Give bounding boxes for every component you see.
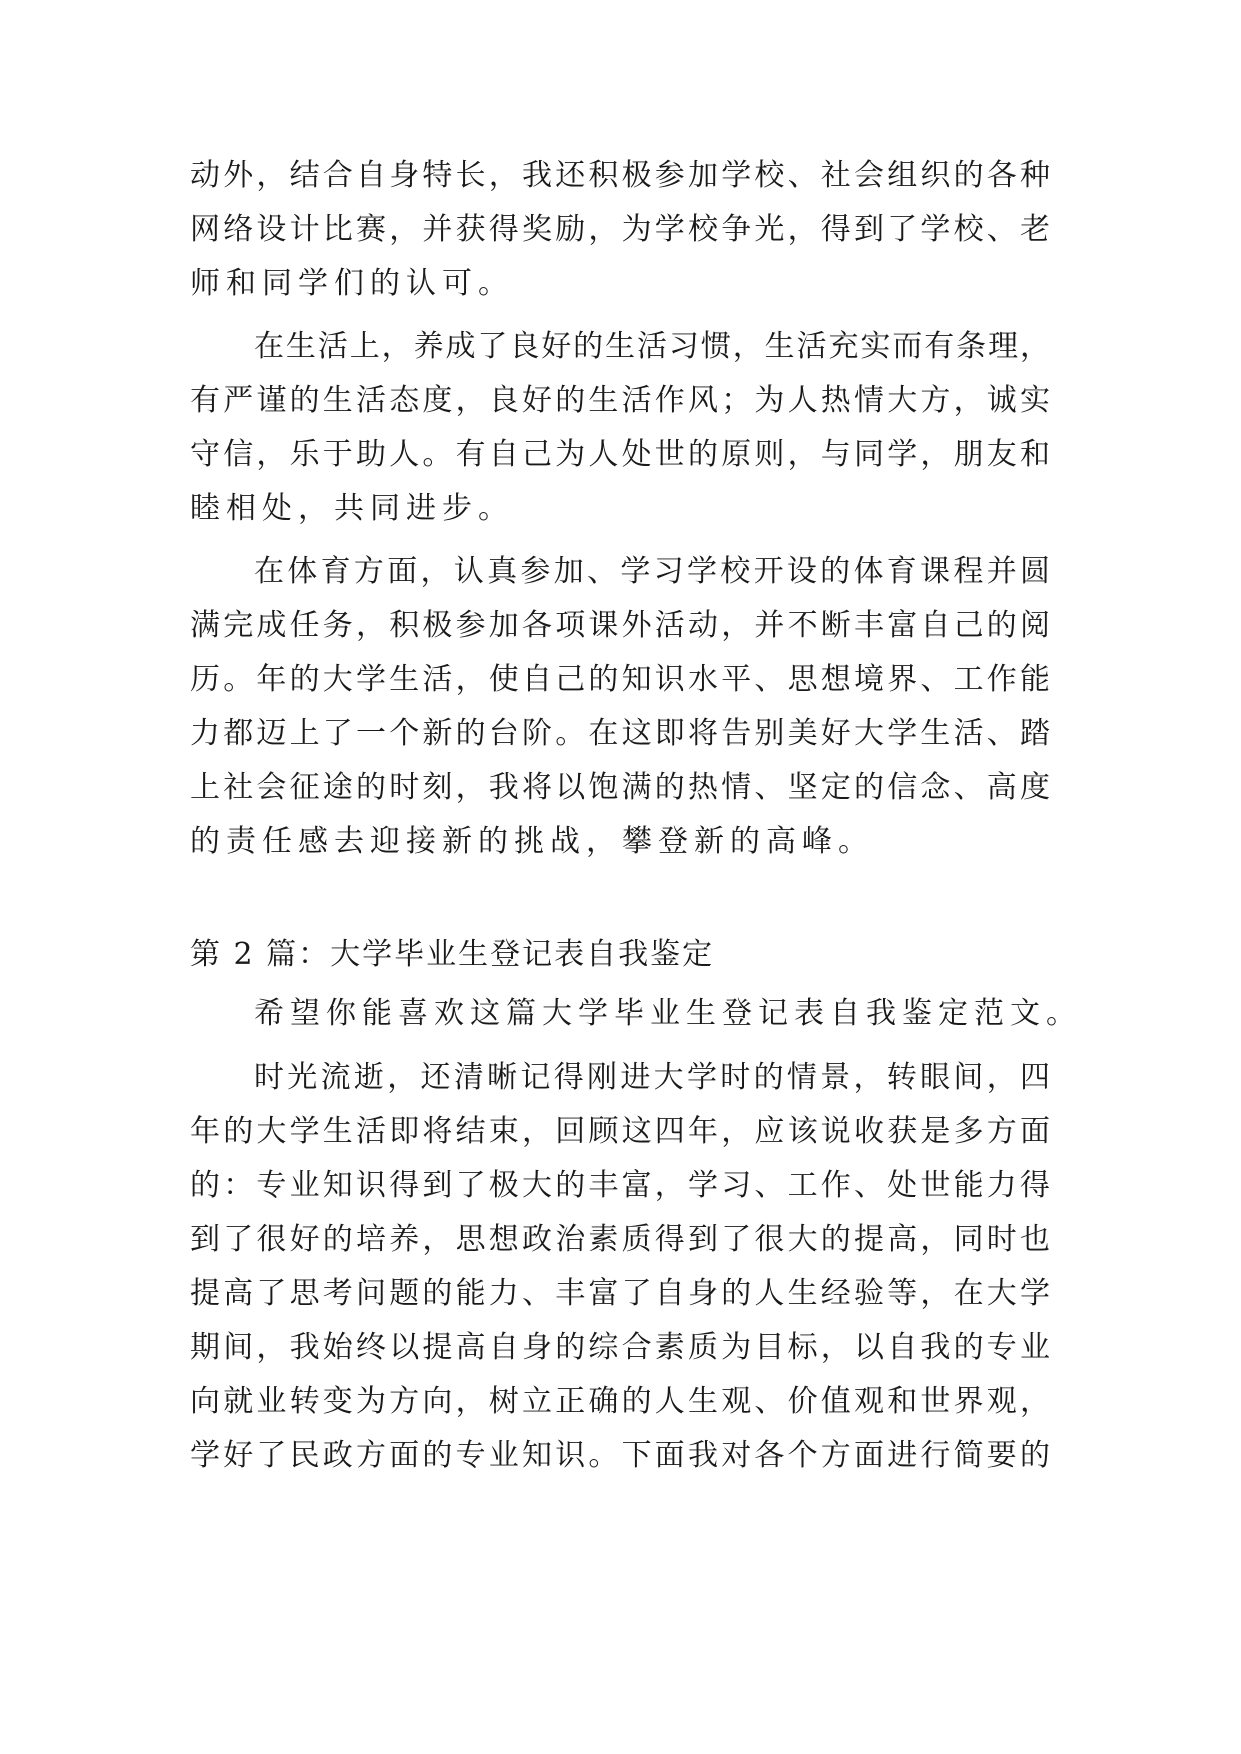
paragraph-line: 期间，我始终以提高自身的综合素质为目标，以自我的专业 — [190, 1330, 1050, 1365]
paragraph-line: 向就业转变为方向，树立正确的人生观、价值观和世界观， — [190, 1384, 1050, 1419]
paragraph-line: 网络设计比赛，并获得奖励，为学校争光，得到了学校、老 — [190, 212, 1050, 247]
paragraph-line: 睦相处，共同进步。 — [190, 491, 514, 526]
paragraph-line: 上社会征途的时刻，我将以饱满的热情、坚定的信念、高度 — [190, 770, 1050, 805]
paragraph-line: 动外，结合自身特长，我还积极参加学校、社会组织的各种 — [190, 158, 1050, 193]
paragraph-line: 的：专业知识得到了极大的丰富，学习、工作、处世能力得 — [190, 1168, 1050, 1203]
paragraph-line: 提高了思考问题的能力、丰富了自身的人生经验等，在大学 — [190, 1276, 1050, 1311]
paragraph-line: 时光流逝，还清晰记得刚进大学时的情景，转眼间，四 — [254, 1060, 1050, 1095]
paragraph-line: 守信，乐于助人。有自己为人处世的原则，与同学，朋友和 — [190, 437, 1050, 472]
section-heading: 第 2 篇：大学毕业生登记表自我鉴定 — [190, 937, 715, 972]
paragraph-line: 在生活上，养成了良好的生活习惯，生活充实而有条理， — [254, 329, 1050, 364]
paragraph-line: 满完成任务，积极参加各项课外活动，并不断丰富自己的阅 — [190, 608, 1050, 643]
paragraph-line: 有严谨的生活态度，良好的生活作风；为人热情大方，诚实 — [190, 383, 1050, 418]
paragraph-line: 在体育方面，认真参加、学习学校开设的体育课程并圆 — [254, 554, 1050, 589]
paragraph-line: 希望你能喜欢这篇大学毕业生登记表自我鉴定范文。 — [254, 996, 1082, 1031]
paragraph-line: 力都迈上了一个新的台阶。在这即将告别美好大学生活、踏 — [190, 716, 1050, 751]
paragraph-line: 学好了民政方面的专业知识。下面我对各个方面进行简要的 — [190, 1438, 1050, 1473]
paragraph-line: 年的大学生活即将结束，回顾这四年，应该说收获是多方面 — [190, 1114, 1050, 1149]
paragraph-line: 历。年的大学生活，使自己的知识水平、思想境界、工作能 — [190, 662, 1050, 697]
paragraph-line: 师和同学们的认可。 — [190, 266, 514, 301]
paragraph-line: 到了很好的培养，思想政治素质得到了很大的提高，同时也 — [190, 1222, 1050, 1257]
paragraph-line: 的责任感去迎接新的挑战，攀登新的高峰。 — [190, 824, 874, 859]
